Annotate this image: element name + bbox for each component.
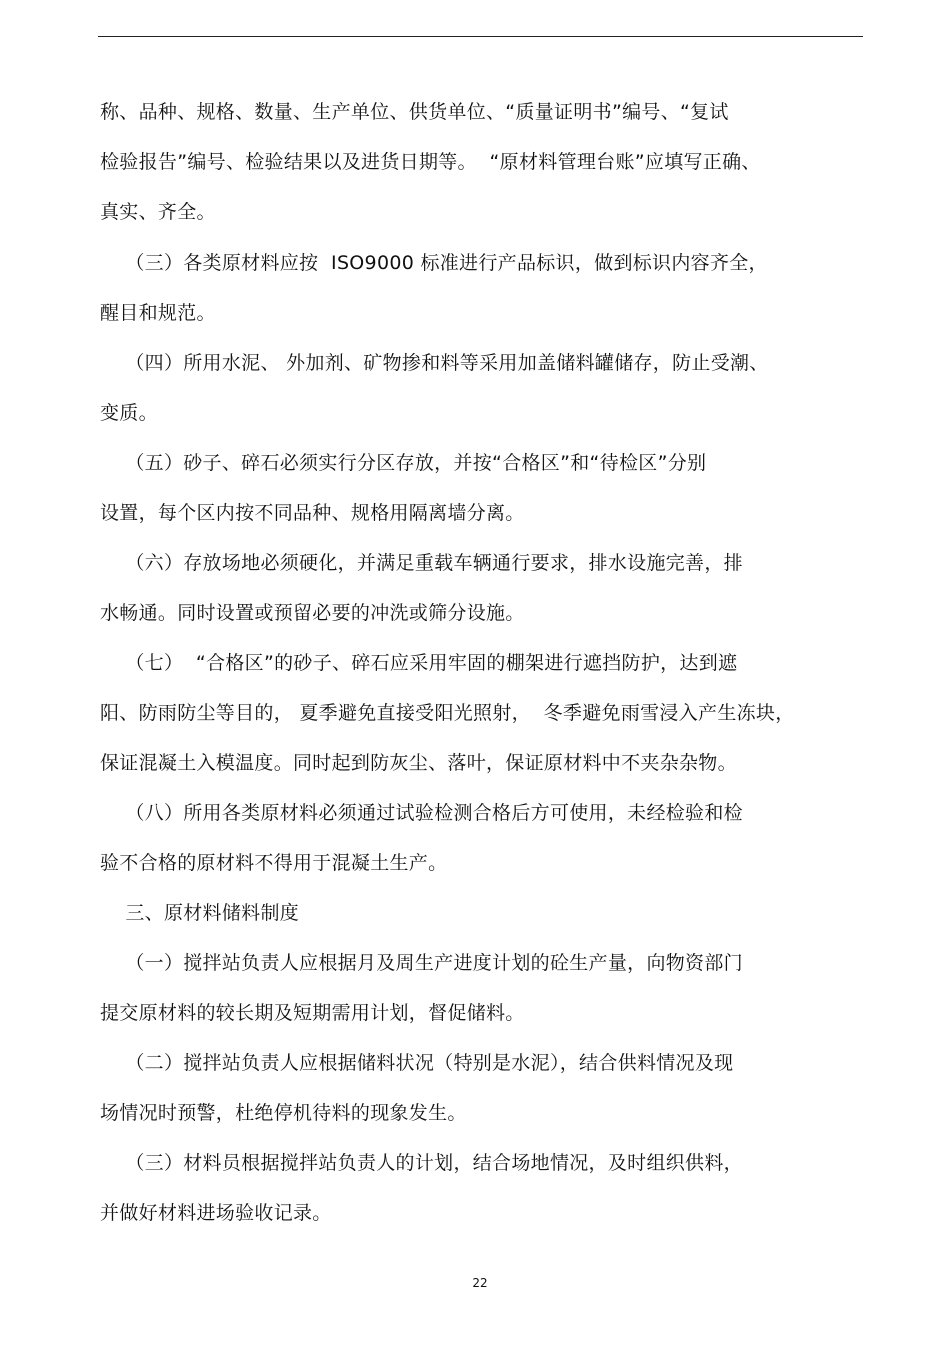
text-line: 场情况时预警，杜绝停机待料的现象发生。 <box>100 1102 467 1124</box>
header-rule <box>98 36 863 37</box>
text-line: 并做好材料进场验收记录。 <box>100 1202 332 1224</box>
text-line: （七） “合格区”的砂子、碎石应采用牢固的棚架进行遮挡防护，达到遮 <box>100 652 738 674</box>
text-line: 变质。 <box>100 402 158 424</box>
text-line: （八）所用各类原材料必须通过试验检测合格后方可使用，未经检验和检 <box>100 802 743 824</box>
text-line: 设置，每个区内按不同品种、规格用隔离墙分离。 <box>100 502 525 524</box>
text-line: 验不合格的原材料不得用于混凝土生产。 <box>100 852 448 874</box>
text-line: 水畅通。同时设置或预留必要的冲洗或筛分设施。 <box>100 602 525 624</box>
text-line: （二）搅拌站负责人应根据储料状况（特别是水泥），结合供料情况及现 <box>100 1052 734 1074</box>
text-line: （三）材料员根据搅拌站负责人的计划，结合场地情况，及时组织供料， <box>100 1152 743 1174</box>
text-line: （一）搅拌站负责人应根据月及周生产进度计划的砼生产量，向物资部门 <box>100 952 743 974</box>
text-line: 阳、防雨防尘等目的， 夏季避免直接受阳光照射， 冬季避免雨雪浸入产生冻块， <box>100 702 795 724</box>
text-line: 保证混凝土入模温度。同时起到防灰尘、落叶，保证原材料中不夹杂杂物。 <box>100 752 737 774</box>
text-line: （五）砂子、碎石必须实行分区存放，并按“合格区”和“待检区”分别 <box>100 452 707 474</box>
text-line: 称、品种、规格、数量、生产单位、供货单位、“质量证明书”编号、“复试 <box>100 101 729 123</box>
page-number: 22 <box>472 1276 488 1290</box>
text-line: 真实、齐全。 <box>100 201 216 223</box>
section-heading: 三、原材料储料制度 <box>100 902 300 924</box>
text-line: （三）各类原材料应按 ISO9000 标准进行产品标识，做到标识内容齐全， <box>100 252 768 274</box>
text-line: 提交原材料的较长期及短期需用计划，督促储料。 <box>100 1002 525 1024</box>
text-line: （四）所用水泥、 外加剂、矿物掺和料等采用加盖储料罐储存，防止受潮、 <box>100 352 769 374</box>
text-line: （六）存放场地必须硬化，并满足重载车辆通行要求，排水设施完善，排 <box>100 552 743 574</box>
text-line: 醒目和规范。 <box>100 302 216 324</box>
text-line: 检验报告”编号、检验结果以及进货日期等。 “原材料管理台账”应填写正确、 <box>100 151 761 173</box>
